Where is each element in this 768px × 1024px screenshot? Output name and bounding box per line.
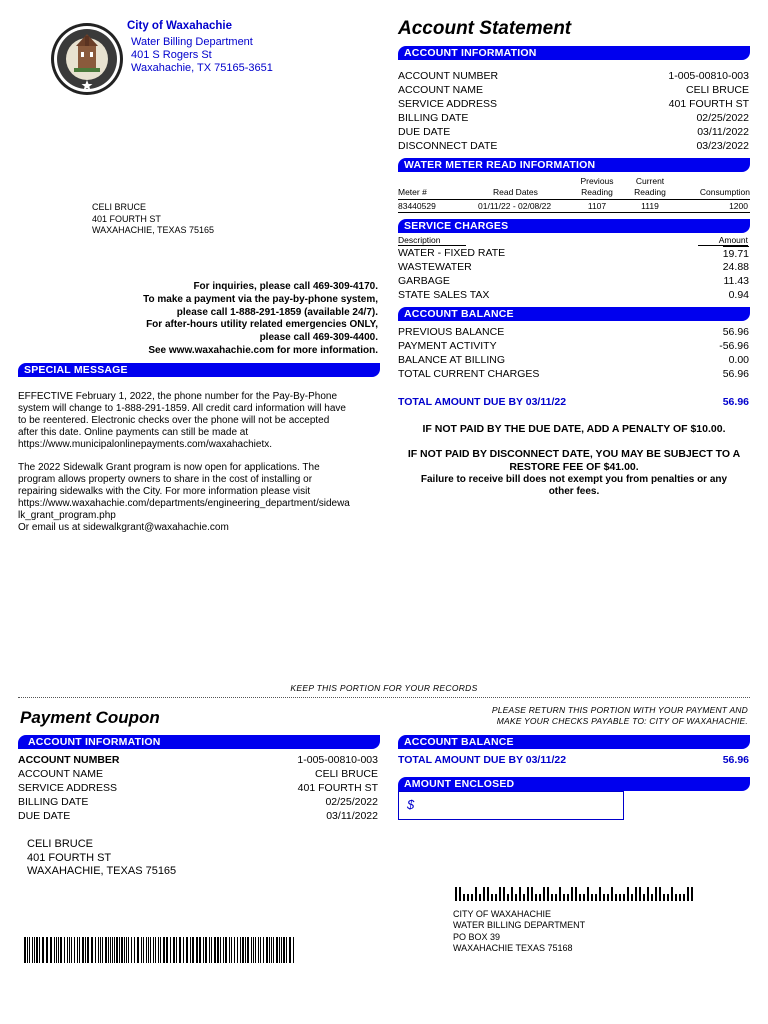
sender-city-name: City of Waxahachie (127, 20, 233, 32)
meter-col-curr-line2: Reading (634, 187, 666, 197)
special-message-line: https://www.municipalonlinepayments.com/waxahachietx. (18, 438, 273, 450)
meter-col-prev-line1: Previous (580, 176, 614, 186)
special-message-line: Or email us at sidewalkgrant@waxahachie.com (18, 521, 229, 533)
charges-header: SERVICE CHARGES (398, 219, 750, 233)
row-label: ACCOUNT NAME (398, 84, 483, 96)
inquiries-line: please call 1-888-291-1859 (available 24/7). (176, 306, 378, 318)
meter-col-cons: Consumption (699, 187, 750, 197)
meter-col-curr-line1: Current (635, 176, 665, 186)
row-value: 24.88 (722, 261, 749, 273)
dollar-sign: $ (407, 797, 415, 812)
account-info-header: ACCOUNT INFORMATION (398, 46, 750, 60)
coupon-total-due-value: 56.96 (722, 754, 749, 766)
row-label: PAYMENT ACTIVITY (398, 340, 497, 352)
special-message-line: https://www.waxahachie.com/departments/engineering_department/sidewa (18, 498, 350, 510)
table-row (18, 753, 378, 767)
meter-prev-reading: 1107 (587, 201, 607, 211)
inquiries-line: please call 469-309-4400. (259, 332, 378, 344)
table-row (398, 260, 749, 274)
table-row (398, 288, 749, 302)
meter-col-dates: Read Dates (493, 187, 538, 197)
row-value: 401 FOURTH ST (297, 782, 378, 794)
row-label: DUE DATE (398, 126, 451, 138)
row-label: ACCOUNT NUMBER (18, 754, 120, 766)
row-label: STATE SALES TAX (398, 289, 490, 301)
charges-col-desc: Description (398, 235, 466, 246)
inquiries-line: See www.waxahachie.com for more information. (148, 344, 378, 356)
table-row (398, 111, 749, 125)
inquiries-line: For inquiries, please call 469-309-4170. (193, 281, 378, 292)
row-label: BILLING DATE (18, 796, 89, 808)
coupon-customer-name: CELI BRUCE (27, 838, 94, 850)
table-row (18, 781, 378, 795)
row-value: 401 FOURTH ST (668, 98, 749, 110)
inquiries-block (30, 281, 378, 358)
row-value: 11.43 (723, 275, 749, 287)
special-message-line: repairing sidewalks with the City. For more information please visit (18, 486, 311, 498)
special-message-line (18, 451, 380, 463)
coupon-return-note (400, 705, 748, 727)
meter-curr-reading: 1119 (641, 201, 659, 211)
meter-number: 83440529 (398, 201, 436, 211)
table-row (398, 274, 749, 288)
row-value: 0.94 (728, 289, 749, 301)
row-label: WATER - FIXED RATE (398, 247, 506, 259)
meter-header-rule (398, 199, 750, 200)
meter-col-meter: Meter # (398, 187, 427, 197)
coupon-customer-citystate: WAXAHACHIE, TEXAS 75165 (27, 865, 177, 877)
row-value: 19.71 (722, 248, 749, 260)
failure-notice-line1: Failure to receive bill does not exempt you from penalties or any (420, 474, 728, 485)
table-row (398, 367, 749, 381)
tear-line (18, 697, 750, 698)
meter-col-prev (574, 176, 620, 198)
special-message-line: lk_grant_program.php (18, 510, 116, 522)
row-value: 1-005-00810-003 (297, 754, 378, 766)
amount-enclosed-field[interactable] (398, 791, 624, 820)
meter-col-prev-line2: Reading (581, 187, 613, 197)
sender-citystate: Waxahachie, TX 75165-3651 (131, 62, 273, 74)
coupon-return-line1: PLEASE RETURN THIS PORTION WITH YOUR PAYMENT AND (491, 705, 748, 715)
sender-department: Water Billing Department (131, 36, 253, 48)
customer-citystate: WAXAHACHIE, TEXAS 75165 (92, 225, 215, 235)
coupon-info-header: ACCOUNT INFORMATION (18, 735, 380, 749)
special-message-line: to be reentered. Electronic checks over the phone will not be accepted (18, 414, 330, 426)
row-value: 0.00 (728, 354, 749, 366)
balance-header: ACCOUNT BALANCE (398, 307, 750, 321)
row-value: 03/11/2022 (697, 126, 749, 138)
customer-address (92, 202, 214, 237)
row-value: 56.96 (722, 368, 749, 380)
row-value: 56.96 (722, 326, 749, 338)
total-due-row (398, 395, 749, 409)
meter-header: WATER METER READ INFORMATION (398, 158, 750, 172)
sender-street: 401 S Rogers St (131, 49, 212, 61)
postal-barcode-icon (453, 886, 698, 905)
table-row (398, 139, 749, 153)
meter-row-rule (398, 212, 750, 213)
row-value: 1-005-00810-003 (668, 70, 749, 82)
meter-col-curr (628, 176, 672, 198)
table-row (398, 339, 749, 353)
meter-table (398, 175, 750, 215)
row-label: SERVICE ADDRESS (398, 98, 498, 110)
scan-barcode-icon (24, 937, 296, 966)
row-value: CELI BRUCE (314, 768, 378, 780)
customer-street: 401 FOURTH ST (92, 213, 161, 224)
row-value: -56.96 (719, 340, 749, 352)
restore-notice-line2: RESTORE FEE OF $41.00. (509, 461, 639, 473)
coupon-customer-address (27, 838, 176, 879)
table-row (398, 325, 749, 339)
table-row (398, 83, 749, 97)
row-label: BILLING DATE (398, 112, 469, 124)
row-value: 03/11/2022 (326, 810, 378, 822)
special-message-body (18, 391, 380, 539)
row-label: BALANCE AT BILLING (398, 354, 505, 366)
table-row (398, 125, 749, 139)
remit-line: PO BOX 39 (453, 931, 501, 942)
restore-notice-line1: IF NOT PAID BY DISCONNECT DATE, YOU MAY BE SUBJECT TO A (407, 448, 741, 460)
row-value: CELI BRUCE (685, 84, 749, 96)
penalty-notice: IF NOT PAID BY THE DUE DATE, ADD A PENALTY OF $10.00. (422, 423, 726, 435)
total-due-label: TOTAL AMOUNT DUE BY 03/11/22 (398, 396, 567, 408)
coupon-customer-street: 401 FOURTH ST (27, 851, 112, 864)
total-due-value: 56.96 (722, 396, 749, 408)
table-row (398, 246, 749, 261)
amount-enclosed-header: AMOUNT ENCLOSED (398, 777, 750, 791)
special-message-line: program allows property owners to share in the cost of installing or (18, 474, 313, 486)
keep-portion-note: KEEP THIS PORTION FOR YOUR RECORDS (290, 683, 478, 693)
row-label: PREVIOUS BALANCE (398, 326, 505, 338)
city-seal-logo (50, 22, 124, 96)
charges-col-amount: Amount (698, 235, 748, 246)
meter-read-dates: 01/11/22 - 02/08/22 (478, 201, 552, 211)
coupon-balance-header: ACCOUNT BALANCE (398, 735, 750, 749)
row-label: SERVICE ADDRESS (18, 782, 118, 794)
row-value: 02/25/2022 (325, 796, 378, 808)
row-value: 02/25/2022 (696, 112, 749, 124)
table-row (18, 795, 378, 809)
notices (398, 423, 750, 498)
row-label: DUE DATE (18, 810, 71, 822)
remit-address (453, 909, 585, 954)
table-row (18, 809, 378, 823)
table-row (18, 767, 378, 781)
row-label: DISCONNECT DATE (398, 140, 498, 152)
coupon-return-line2: MAKE YOUR CHECKS PAYABLE TO: CITY OF WAXAHACHIE. (496, 716, 748, 726)
special-message-header: SPECIAL MESSAGE (18, 363, 380, 377)
coupon-title: Payment Coupon (20, 708, 160, 727)
meter-consumption: 1200 (729, 201, 748, 211)
table-row (398, 353, 749, 367)
inquiries-line: To make a payment via the pay-by-phone system, (143, 293, 378, 305)
special-message-line: The 2022 Sidewalk Grant program is now open for applications. The (18, 462, 320, 474)
remit-line: CITY OF WAXAHACHIE (453, 909, 552, 919)
customer-name: CELI BRUCE (92, 202, 147, 212)
row-label: GARBAGE (398, 275, 450, 287)
row-value: 03/23/2022 (696, 140, 749, 152)
inquiries-line: For after-hours utility related emergencies ONLY, (146, 319, 378, 331)
special-message-line: EFFECTIVE February 1, 2022, the phone number for the Pay-By-Phone (18, 391, 338, 402)
row-label: ACCOUNT NAME (18, 768, 103, 780)
special-message-line: after this date. Online payments can still be made at (18, 426, 249, 438)
remit-line: WAXAHACHIE TEXAS 75168 (453, 942, 573, 953)
statement-title: Account Statement (398, 18, 572, 39)
coupon-total-due-row (398, 753, 749, 767)
failure-notice-line2: other fees. (548, 486, 600, 497)
coupon-total-due-label: TOTAL AMOUNT DUE BY 03/11/22 (398, 754, 567, 766)
table-row (398, 97, 749, 111)
remit-line: WATER BILLING DEPARTMENT (453, 920, 586, 931)
row-label: WASTEWATER (398, 261, 472, 273)
table-row (398, 69, 749, 83)
special-message-line: system will change to 1-888-291-1859. All credit card information will have (18, 402, 346, 414)
row-label: ACCOUNT NUMBER (398, 70, 499, 82)
row-label: TOTAL CURRENT CHARGES (398, 368, 540, 380)
